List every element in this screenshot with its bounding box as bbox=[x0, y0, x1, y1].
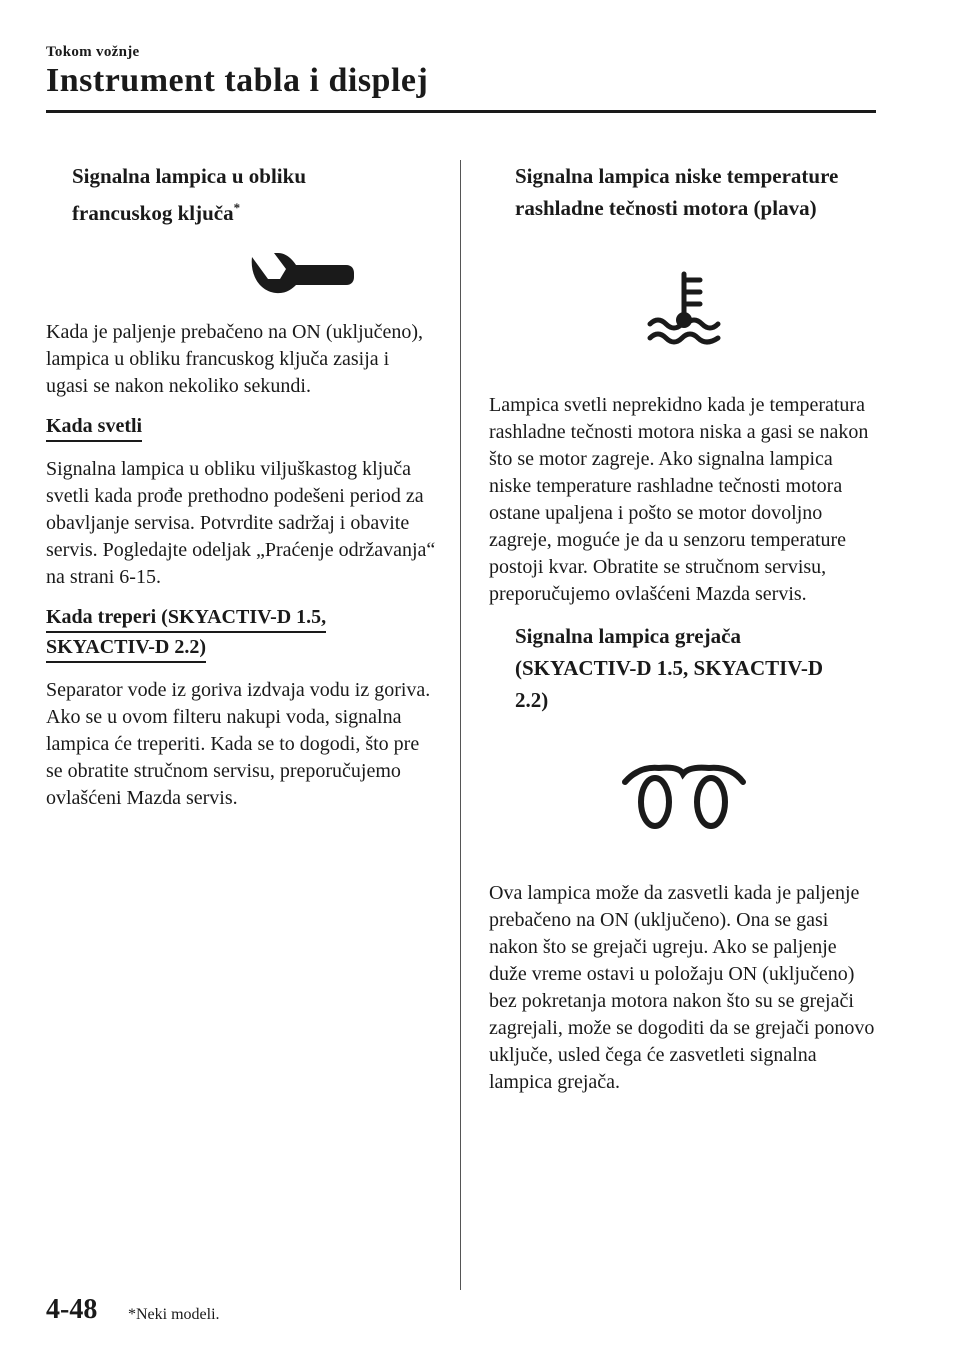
when-lit-text: Signalna lampica u obliku viljuškastog ključa svetli kada prođe prethodno podešeni period za obavljanje servisa. Potvrdite sadržaj i obavite servis. Pogledajte odeljak „Praćenje održavanja“ na strani 6-15. bbox=[46, 458, 436, 588]
coolant-light-heading: Signalna lampica niske temperature rashladne tečnosti motora (plava) bbox=[515, 164, 839, 220]
wrench-intro: Kada je paljenje prebačeno na ON (uključeno), lampica u obliku francuskog ključa zasija i ugasi se nakon nekoliko sekundi. bbox=[46, 321, 424, 397]
coolant-temperature-icon bbox=[489, 268, 879, 348]
coolant-text: Lampica svetli neprekidno kada je temperatura rashladne tečnosti motora niska a gasi se nakon što se motor zagreje. Ako signalna lampica niske temperature rashladne tečnosti motora ostane upaljena i pošto se motor dovoljno zagreje, moguće je da u senzoru temperature postoji kvar. Obratite se stručnom servisu, preporučujemo ovlašćeni Mazda servis. bbox=[489, 394, 869, 605]
section-label: Tokom vožnje bbox=[46, 44, 140, 60]
glow-plug-heading: Signalna lampica grejača (SKYACTIV-D 1.5, SKYACTIV-D 2.2) bbox=[515, 624, 824, 712]
page-number: 4-48 bbox=[46, 1294, 98, 1325]
when-lit-subheading: Kada svetli bbox=[46, 412, 142, 442]
glow-plug-icon bbox=[489, 762, 879, 832]
column-divider bbox=[460, 160, 461, 1290]
wrench-icon bbox=[166, 247, 436, 303]
glow-plug-text: Ova lampica može da zasvetli kada je paljenje prebačeno na ON (uključeno). Ona se gasi nakon što se grejači ugreju. Ako se paljenje duže vreme ostavi u položaju ON (uključeno) bez pokretanja motora nakon što su se grejači zagrejali, može se dogoditi da se grejači ponovo uključe, usled čega će zasvetleti signalna lampica grejača. bbox=[489, 882, 875, 1093]
right-column bbox=[489, 160, 879, 1108]
footnote-mark: * bbox=[233, 200, 241, 215]
wrench-light-heading: Signalna lampica u obliku francuskog ključa* bbox=[72, 164, 307, 225]
footnote: *Neki modeli. bbox=[128, 1306, 220, 1323]
when-flashing-text-1: Separator vode iz goriva izdvaja vodu iz goriva. bbox=[46, 679, 431, 701]
page-title: Instrument tabla i displej bbox=[46, 62, 429, 99]
header-rule bbox=[46, 110, 876, 113]
left-column bbox=[46, 160, 436, 824]
when-flashing-text-2: Ako se u ovom filteru nakupi voda, signalna lampica će treperiti. Kada se to dogodi, što pre se obratite stručnom servisu, preporučujemo ovlašćeni Mazda servis. bbox=[46, 706, 420, 809]
when-flashing-subheading: Kada treperi (SKYACTIV-D 1.5, SKYACTIV-D 2.2) bbox=[46, 603, 326, 677]
